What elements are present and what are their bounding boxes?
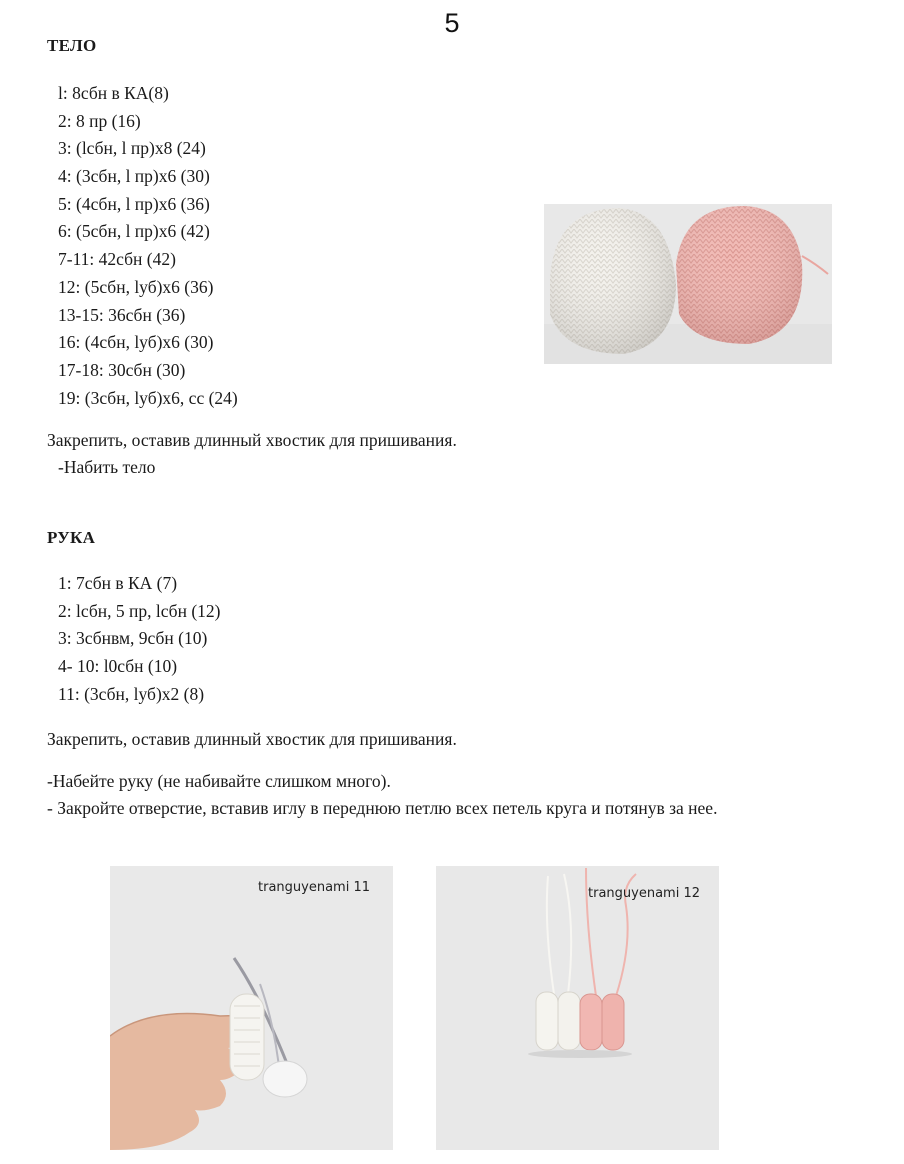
- watermark-1: tranguyenami 11: [258, 880, 370, 895]
- arm-photo-1: [110, 866, 393, 1150]
- list-item: 4- 10: l0сбн (10): [58, 656, 178, 677]
- body-finish-text: Закрепить, оставив длинный хвостик для пришивания.: [47, 430, 457, 450]
- arm-photo-2: [436, 866, 719, 1150]
- list-item: 1: 7сбн в КА (7): [58, 573, 178, 593]
- list-item: 2: lсбн, 5 пр, lсбн (12): [58, 600, 221, 621]
- section-title-body: ТЕЛО: [47, 36, 97, 55]
- list-item: 7-11: 42сбн (42): [58, 249, 176, 270]
- list-item: 11: (3сбн, lуб)х2 (8): [58, 683, 205, 704]
- page-number: 5: [444, 8, 460, 38]
- list-item: 2: 8 пр (16): [58, 110, 141, 131]
- list-item: 3: 3сбнвм, 9сбн (10): [58, 628, 208, 649]
- section-title-arm: РУКА: [47, 528, 96, 547]
- body-rows-list: [58, 80, 238, 412]
- list-item: 12: (5сбн, lуб)х6 (36): [58, 276, 214, 297]
- list-item: 17-18: 30сбн (30): [58, 359, 186, 380]
- list-item: l: 8сбн в КА(8): [58, 83, 169, 103]
- list-item: 6: (5сбн, l пр)х6 (42): [58, 221, 210, 242]
- body-stuff-text: -Набить тело: [58, 457, 156, 477]
- list-item: 3: (lсбн, l пр)х8 (24): [58, 138, 206, 159]
- arm-note-stuff: -Набейте руку (не набивайте слишком много).: [47, 771, 391, 791]
- arm-rows-list: [58, 570, 220, 708]
- list-item: 19: (3сбн, lуб)х6, сс (24): [58, 387, 238, 408]
- watermark-2: tranguyenami 12: [588, 886, 700, 901]
- list-item: 4: (3сбн, l пр)х6 (30): [58, 166, 210, 187]
- body-photo: [544, 204, 832, 364]
- arm-finish-text: Закрепить, оставив длинный хвостик для пришивания.: [47, 729, 457, 749]
- list-item: 5: (4сбн, l пр)х6 (36): [58, 193, 210, 214]
- list-item: 16: (4сбн, lуб)х6 (30): [58, 332, 214, 353]
- list-item: 13-15: 36сбн (36): [58, 304, 186, 325]
- arm-note-close: - Закройте отверстие, вставив иглу в переднюю петлю всех петель круга и потянув за нее.: [47, 798, 718, 818]
